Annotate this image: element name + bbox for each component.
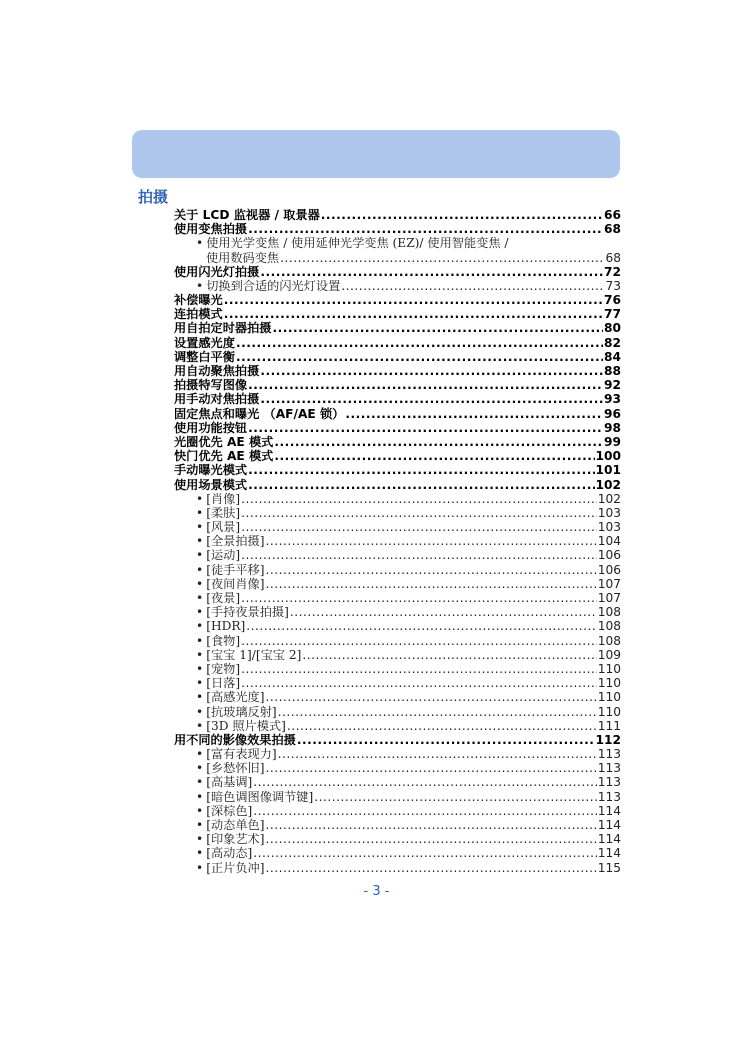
dot-leader bbox=[236, 336, 603, 350]
bullet-icon: • bbox=[196, 520, 204, 535]
toc-entry-title bbox=[174, 421, 247, 435]
toc-entry[interactable] bbox=[174, 478, 621, 492]
toc-entry-text: 用手动对焦拍摄 bbox=[174, 392, 260, 407]
dot-leader bbox=[241, 492, 597, 506]
toc-entry-title bbox=[174, 463, 247, 477]
toc-entry-title bbox=[196, 790, 313, 804]
dot-leader bbox=[224, 307, 603, 321]
dot-leader bbox=[290, 605, 597, 619]
toc-entry-text: [夜间肖像] bbox=[206, 576, 265, 591]
dot-leader bbox=[302, 648, 596, 662]
toc-page-number: 110 bbox=[597, 676, 621, 691]
toc-entry-text: 切换到合适的闪光灯设置 bbox=[206, 278, 341, 293]
dot-leader bbox=[265, 832, 596, 846]
toc-entry[interactable] bbox=[174, 265, 621, 279]
dot-leader bbox=[248, 378, 603, 392]
toc-entry-text: [全景拍摄] bbox=[206, 534, 265, 549]
toc-page-number: 72 bbox=[604, 264, 621, 279]
toc-page-number: 110 bbox=[597, 690, 621, 705]
toc-entry-title bbox=[196, 705, 277, 719]
toc-page-number: 102 bbox=[597, 491, 621, 506]
dot-leader bbox=[265, 818, 596, 832]
dot-leader bbox=[341, 279, 604, 293]
toc-entry-title bbox=[174, 222, 247, 236]
toc-entry[interactable] bbox=[174, 463, 621, 477]
dot-leader bbox=[248, 421, 603, 435]
toc-entry-text: 使用光学变焦 / 使用延伸光学变焦 (EZ)/ 使用智能变焦 / bbox=[206, 236, 509, 251]
toc-entry-title bbox=[196, 236, 509, 250]
bullet-icon: • bbox=[196, 505, 204, 520]
toc-page-number: 108 bbox=[597, 619, 621, 634]
dot-leader bbox=[314, 790, 597, 804]
bullet-icon: • bbox=[196, 562, 204, 577]
bullet-icon: • bbox=[196, 576, 204, 591]
bullet-icon: • bbox=[196, 534, 204, 549]
toc-entry-text: [夜景] bbox=[206, 591, 241, 606]
toc-page-number: 114 bbox=[597, 818, 621, 833]
toc-entry-text: [食物] bbox=[206, 633, 241, 648]
toc-entry-text: [肖像] bbox=[206, 491, 241, 506]
dot-leader bbox=[345, 407, 603, 421]
toc-entry-text: [徒手平移] bbox=[206, 562, 265, 577]
toc-entry-title bbox=[174, 407, 344, 421]
bullet-icon: • bbox=[196, 803, 204, 818]
toc-entry[interactable] bbox=[174, 208, 621, 222]
toc-entry-title bbox=[196, 719, 286, 733]
toc-page-number: 113 bbox=[597, 747, 621, 762]
toc-entry-title bbox=[174, 336, 235, 350]
toc-entry-title bbox=[196, 591, 240, 605]
bullet-icon: • bbox=[196, 832, 204, 847]
bullet-icon: • bbox=[196, 278, 204, 293]
toc-entry-title bbox=[196, 818, 264, 832]
toc-page-number: 109 bbox=[597, 647, 621, 662]
toc-entry-title bbox=[174, 449, 273, 463]
toc-page-number: 80 bbox=[604, 321, 621, 336]
bullet-icon: • bbox=[196, 818, 204, 833]
toc-entry-text: [3D 照片模式] bbox=[206, 718, 286, 733]
toc-subentry[interactable] bbox=[174, 634, 621, 648]
toc-entry-text: [运动] bbox=[206, 548, 241, 563]
dot-leader bbox=[248, 222, 603, 236]
toc-page-number: 66 bbox=[604, 207, 621, 222]
toc-page-number: 103 bbox=[597, 520, 621, 535]
toc-page-number: 93 bbox=[604, 392, 621, 407]
toc-subentry[interactable] bbox=[174, 563, 621, 577]
bullet-icon: • bbox=[196, 548, 204, 563]
toc-entry-title bbox=[174, 378, 247, 392]
toc-entry-text: [日落] bbox=[206, 676, 241, 691]
toc-subentry[interactable] bbox=[174, 591, 621, 605]
dot-leader bbox=[241, 591, 597, 605]
toc-entry-text: [正片负冲] bbox=[206, 860, 265, 875]
toc-entry[interactable] bbox=[174, 378, 621, 392]
toc-entry-title bbox=[196, 832, 264, 846]
toc-page-number: 107 bbox=[597, 591, 621, 606]
toc-page-number: 108 bbox=[597, 605, 621, 620]
toc-page-number: 114 bbox=[597, 803, 621, 818]
toc-entry-text: 使用变焦拍摄 bbox=[174, 222, 248, 237]
toc-entry-title bbox=[196, 775, 252, 789]
toc-entry[interactable] bbox=[174, 733, 621, 747]
toc-subentry[interactable] bbox=[174, 619, 621, 633]
toc-entry[interactable] bbox=[174, 449, 621, 463]
toc-entry-text: 固定焦点和曝光 （AF/AE 锁） bbox=[174, 406, 345, 421]
dot-leader bbox=[274, 435, 603, 449]
toc-entry-title bbox=[196, 747, 277, 761]
toc-subentry[interactable] bbox=[174, 605, 621, 619]
toc-entry-text: 设置感光度 bbox=[174, 335, 235, 350]
toc-entry[interactable] bbox=[174, 222, 621, 236]
toc-page-number: 100 bbox=[595, 449, 621, 464]
toc-entry-text: 使用场景模式 bbox=[174, 477, 248, 492]
toc-entry-text: 用自动聚焦拍摄 bbox=[174, 364, 260, 379]
bullet-icon: • bbox=[196, 704, 204, 719]
toc-entry[interactable] bbox=[174, 350, 621, 364]
bullet-icon: • bbox=[196, 846, 204, 861]
toc-entry-text: [乡愁怀旧] bbox=[206, 761, 265, 776]
dot-leader bbox=[241, 548, 597, 562]
bullet-icon: • bbox=[196, 236, 204, 251]
toc-entry-title bbox=[196, 804, 252, 818]
dot-leader bbox=[253, 775, 596, 789]
toc-page-number: 115 bbox=[597, 860, 621, 875]
toc-entry-title bbox=[196, 279, 340, 293]
toc-subentry[interactable] bbox=[174, 761, 621, 775]
toc-entry-text: 使用闪光灯拍摄 bbox=[174, 264, 260, 279]
bullet-icon: • bbox=[196, 676, 204, 691]
toc-entry-title bbox=[174, 392, 259, 406]
toc-entry[interactable] bbox=[174, 322, 621, 336]
toc-page-number: 114 bbox=[597, 846, 621, 861]
toc-entry[interactable] bbox=[174, 307, 621, 321]
toc-entry[interactable] bbox=[174, 336, 621, 350]
toc-subentry[interactable] bbox=[174, 804, 621, 818]
toc-entry-title bbox=[196, 577, 264, 591]
toc-page-number: 102 bbox=[595, 477, 621, 492]
toc-entry-text: 连拍模式 bbox=[174, 307, 223, 322]
toc-entry-text: [风景] bbox=[206, 520, 241, 535]
toc-subentry[interactable] bbox=[174, 236, 621, 250]
toc-subentry[interactable] bbox=[174, 747, 621, 761]
toc-entry-text: [高基调] bbox=[206, 775, 253, 790]
toc-page-number: 99 bbox=[604, 434, 621, 449]
toc-entry-text: [高动态] bbox=[206, 846, 253, 861]
toc-subentry[interactable] bbox=[174, 577, 621, 591]
dot-leader bbox=[241, 676, 597, 690]
dot-leader bbox=[246, 619, 596, 633]
toc-entry-title bbox=[174, 435, 273, 449]
dot-leader bbox=[265, 577, 596, 591]
dot-leader bbox=[260, 392, 603, 406]
bullet-icon: • bbox=[196, 860, 204, 875]
dot-leader bbox=[248, 463, 594, 477]
bullet-icon: • bbox=[196, 747, 204, 762]
toc-entry-text: 用自拍定时器拍摄 bbox=[174, 321, 272, 336]
dot-leader bbox=[241, 520, 597, 534]
toc-page-number: 98 bbox=[604, 420, 621, 435]
toc-entry-text: [柔肤] bbox=[206, 505, 241, 520]
toc-entry-title bbox=[174, 478, 247, 492]
bullet-icon: • bbox=[196, 690, 204, 705]
toc-subentry[interactable] bbox=[174, 790, 621, 804]
toc-subentry[interactable] bbox=[174, 832, 621, 846]
toc-entry-title bbox=[196, 506, 240, 520]
toc-entry-title bbox=[174, 265, 259, 279]
toc-entry-text: 拍摄特写图像 bbox=[174, 378, 248, 393]
toc-entry-title bbox=[196, 534, 264, 548]
dot-leader bbox=[241, 506, 597, 520]
toc-page-number: 107 bbox=[597, 576, 621, 591]
toc-subentry[interactable] bbox=[174, 676, 621, 690]
toc-entry-title bbox=[174, 307, 223, 321]
toc-entry-text: [抗玻璃反射] bbox=[206, 704, 277, 719]
toc-page-number: 114 bbox=[597, 832, 621, 847]
toc-page-number: 113 bbox=[597, 761, 621, 776]
toc-entry[interactable] bbox=[174, 407, 621, 421]
toc-subentry[interactable] bbox=[174, 776, 621, 790]
toc-subentry[interactable] bbox=[174, 861, 621, 875]
toc-page-number: 68 bbox=[605, 250, 621, 265]
toc-entry-text: 光圈优先 AE 模式 bbox=[174, 434, 274, 449]
toc-entry-text: [宠物] bbox=[206, 661, 241, 676]
toc-page-number: 108 bbox=[597, 633, 621, 648]
toc-subentry[interactable] bbox=[174, 662, 621, 676]
dot-leader bbox=[297, 733, 595, 747]
toc-entry-text: 关于 LCD 监视器 / 取景器 bbox=[174, 207, 320, 222]
toc-subentry[interactable] bbox=[174, 648, 621, 662]
toc-entry-title bbox=[174, 321, 272, 335]
dot-leader bbox=[280, 251, 604, 265]
toc-entry-title bbox=[196, 846, 252, 860]
toc-entry[interactable] bbox=[174, 435, 621, 449]
bullet-icon: • bbox=[196, 619, 204, 634]
toc-entry-title bbox=[196, 662, 240, 676]
bullet-icon: • bbox=[196, 775, 204, 790]
dot-leader bbox=[224, 293, 603, 307]
dot-leader bbox=[241, 634, 597, 648]
toc-entry-title bbox=[196, 492, 240, 506]
toc-page-number: 96 bbox=[604, 406, 621, 421]
toc-entry-title bbox=[196, 619, 245, 633]
toc-subentry[interactable] bbox=[174, 705, 621, 719]
toc-entry-title bbox=[196, 648, 301, 662]
toc-entry-text: [深棕色] bbox=[206, 803, 253, 818]
toc-entry-title bbox=[196, 605, 289, 619]
toc-page-number: 73 bbox=[605, 278, 621, 293]
toc-entry[interactable] bbox=[174, 421, 621, 435]
toc-subentry[interactable] bbox=[174, 251, 621, 265]
toc-subentry[interactable] bbox=[174, 549, 621, 563]
toc-entry-text: [动态单色] bbox=[206, 818, 265, 833]
dot-leader bbox=[241, 662, 597, 676]
toc-page-number: 113 bbox=[597, 789, 621, 804]
toc-entry-title bbox=[196, 761, 264, 775]
toc-entry-text: [宝宝 1]/[宝宝 2] bbox=[206, 647, 302, 662]
dot-leader bbox=[253, 804, 596, 818]
toc-entry-title bbox=[196, 563, 264, 577]
toc-subentry[interactable] bbox=[174, 492, 621, 506]
toc-page-number: 92 bbox=[604, 378, 621, 393]
bullet-icon: • bbox=[196, 591, 204, 606]
toc-page-number: 82 bbox=[604, 335, 621, 350]
toc-entry-text: 补偿曝光 bbox=[174, 293, 223, 308]
toc-page-number: 77 bbox=[604, 307, 621, 322]
toc-entry-title bbox=[174, 350, 235, 364]
toc-entry-text: 调整白平衡 bbox=[174, 349, 235, 364]
dot-leader bbox=[287, 719, 597, 733]
toc-entry-title bbox=[196, 676, 240, 690]
toc-entry-continuation: 使用数码变焦 bbox=[206, 250, 280, 265]
toc-entry-title bbox=[196, 861, 264, 875]
dot-leader bbox=[253, 846, 596, 860]
toc-subentry[interactable] bbox=[174, 279, 621, 293]
toc-page-number: 113 bbox=[597, 775, 621, 790]
toc-entry-text: [印象艺术] bbox=[206, 832, 265, 847]
toc-entry-title bbox=[174, 293, 223, 307]
toc-entry-text: 使用功能按钮 bbox=[174, 420, 248, 435]
toc-subentry[interactable] bbox=[174, 818, 621, 832]
toc-entry[interactable] bbox=[174, 293, 621, 307]
dot-leader bbox=[278, 705, 597, 719]
bullet-icon: • bbox=[196, 661, 204, 676]
toc-page-number: 112 bbox=[595, 732, 621, 747]
dot-leader bbox=[274, 449, 594, 463]
toc-page-number: 106 bbox=[597, 548, 621, 563]
dot-leader bbox=[265, 861, 596, 875]
toc-page-number: 106 bbox=[597, 562, 621, 577]
toc-subentry[interactable] bbox=[174, 719, 621, 733]
toc-entry-title bbox=[196, 690, 264, 704]
dot-leader bbox=[260, 364, 603, 378]
toc-entry-text: 快门优先 AE 模式 bbox=[174, 449, 274, 464]
dot-leader bbox=[265, 761, 596, 775]
dot-leader bbox=[260, 265, 603, 279]
dot-leader bbox=[321, 208, 603, 222]
dot-leader bbox=[265, 534, 596, 548]
dot-leader bbox=[248, 478, 594, 492]
toc-entry-title bbox=[196, 520, 240, 534]
bullet-icon: • bbox=[196, 605, 204, 620]
toc-subentry[interactable] bbox=[174, 846, 621, 860]
toc-entry-text: [手持夜景拍摄] bbox=[206, 605, 289, 620]
dot-leader bbox=[265, 563, 596, 577]
toc-entry-title bbox=[174, 364, 259, 378]
header-banner bbox=[132, 130, 620, 178]
toc-subentry[interactable] bbox=[174, 520, 621, 534]
dot-leader bbox=[273, 321, 604, 335]
toc-page-number: 68 bbox=[604, 222, 621, 237]
section-title: 拍摄 bbox=[138, 188, 169, 206]
bullet-icon: • bbox=[196, 761, 204, 776]
toc-page-number: 76 bbox=[604, 293, 621, 308]
toc-page-number: 110 bbox=[597, 661, 621, 676]
toc-entry[interactable] bbox=[174, 364, 621, 378]
toc-entry-text: [HDR] bbox=[206, 619, 246, 634]
page-number: - 3 - bbox=[363, 884, 390, 899]
toc-entry-title bbox=[196, 548, 240, 562]
toc-page-number: 84 bbox=[604, 349, 621, 364]
bullet-icon: • bbox=[196, 633, 204, 648]
toc-entry-text: 用不同的影像效果拍摄 bbox=[174, 732, 296, 747]
toc-entry-title bbox=[174, 208, 320, 222]
toc-entry-text: [暗色调图像调节键] bbox=[206, 789, 314, 804]
toc-entry-text: [富有表现力] bbox=[206, 747, 277, 762]
toc-subentry[interactable] bbox=[174, 534, 621, 548]
toc-entry[interactable] bbox=[174, 392, 621, 406]
bullet-icon: • bbox=[196, 491, 204, 506]
toc-subentry[interactable] bbox=[174, 506, 621, 520]
toc-entry-title bbox=[174, 733, 296, 747]
dot-leader bbox=[278, 747, 597, 761]
dot-leader bbox=[236, 350, 603, 364]
toc-page-number: 111 bbox=[597, 718, 621, 733]
bullet-icon: • bbox=[196, 789, 204, 804]
dot-leader bbox=[265, 690, 596, 704]
toc-entry-text: [高感光度] bbox=[206, 690, 265, 705]
toc-page-number: 104 bbox=[597, 534, 621, 549]
bullet-icon: • bbox=[196, 647, 204, 662]
toc-entry-title bbox=[196, 634, 240, 648]
toc-page-number: 110 bbox=[597, 704, 621, 719]
bullet-icon: • bbox=[196, 718, 204, 733]
toc-page-number: 103 bbox=[597, 505, 621, 520]
toc-subentry[interactable] bbox=[174, 690, 621, 704]
toc-entry-text: 手动曝光模式 bbox=[174, 463, 248, 478]
toc-page-number: 101 bbox=[595, 463, 621, 478]
table-of-contents bbox=[174, 208, 621, 875]
toc-page-number: 88 bbox=[604, 364, 621, 379]
